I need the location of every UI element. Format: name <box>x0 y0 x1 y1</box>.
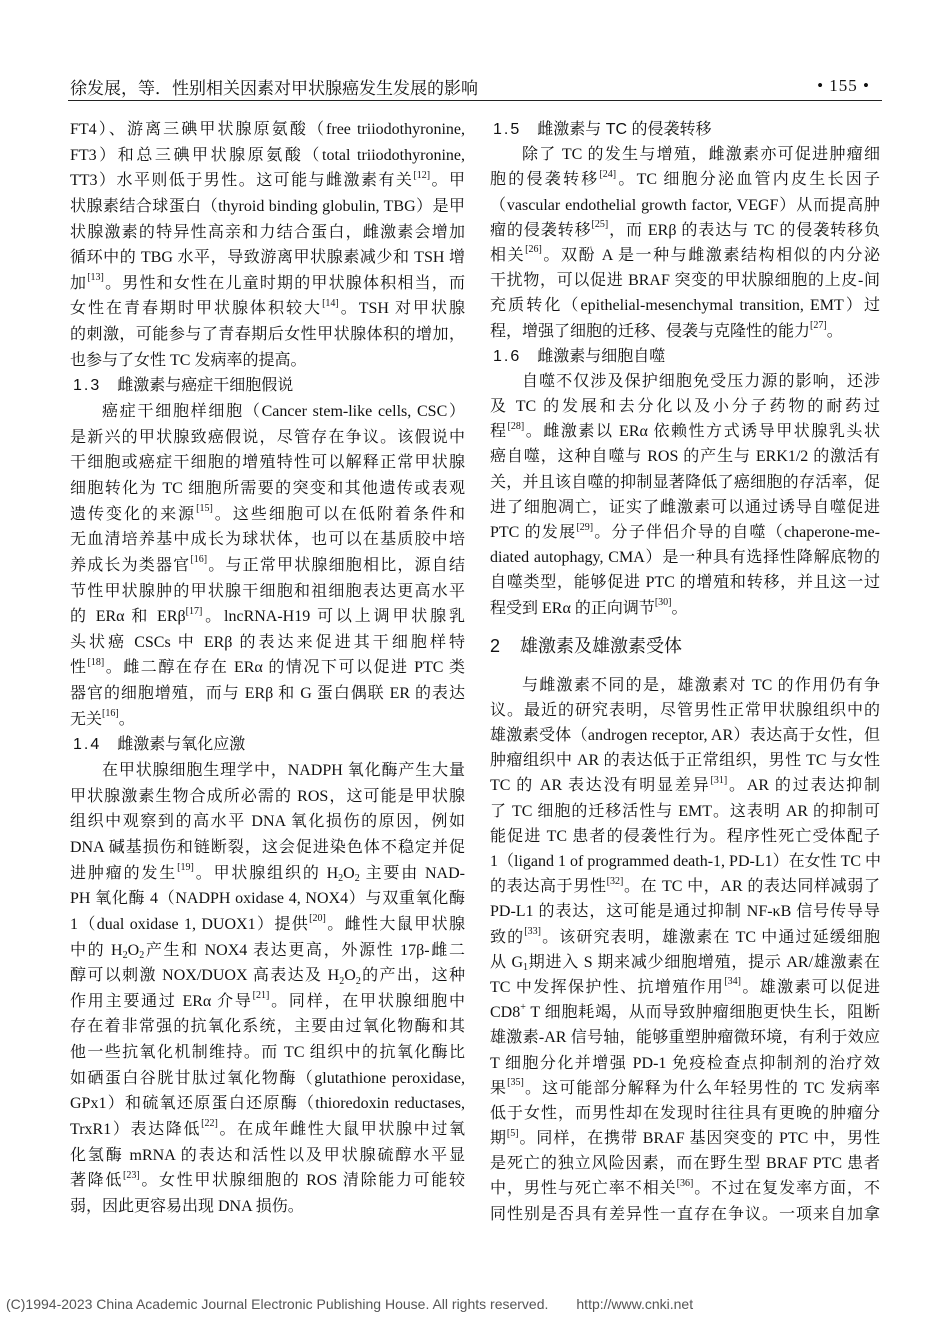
text-run: T 细胞分化并增强 PD-1 免疫检查点抑制剂的治疗效 <box>490 1054 880 1072</box>
citation-superscript: [20] <box>309 913 326 925</box>
text-run: 状腺素结合球蛋白（thyroid binding globulin, TBG）是甲 <box>70 197 465 215</box>
copyright-text: (C)1994-2023 China Academic Journal Electronic Publishing House. All rights reserved. <box>6 1296 549 1312</box>
text-line <box>490 698 880 723</box>
text-line <box>70 143 465 169</box>
text-run: 。lncRNA-H19 可以上调甲状腺乳 <box>202 608 465 626</box>
running-header <box>68 72 882 101</box>
text-run: 加 <box>70 274 88 292</box>
text-line <box>70 1014 465 1040</box>
text-run: 关，并且该自噬的抑制显著降低了癌细胞的存活率，促 <box>490 473 880 491</box>
heading-title: 雌激素与氧化应激 <box>117 736 246 754</box>
text-run: 进了细胞凋亡，证实了雌激素可以通过诱导自噬促进 <box>490 498 880 516</box>
text-line <box>70 1194 465 1220</box>
text-run: 议。最近的研究表明，尽管男性正常甲状腺组织中的 <box>490 701 880 719</box>
text-line <box>490 444 880 469</box>
text-run: 。在 TC 中，AR 的表达同样减弱了 <box>623 878 880 896</box>
text-run: 。同样，在携带 BRAF 基因突变的 PTC 中，男性 <box>518 1130 880 1148</box>
text-run: 果 <box>490 1079 508 1097</box>
heading-title: 雌激素与 TC 的侵袭转移 <box>537 121 712 138</box>
text-run: 干细胞或癌症干细胞的增殖特性可以解释正常甲状腺 <box>70 454 465 472</box>
text-line <box>70 1117 465 1143</box>
copyright-footer <box>6 1296 693 1312</box>
text-line <box>70 912 465 938</box>
text-run: 。同样，在甲状腺细胞中 <box>269 992 465 1010</box>
text-line <box>490 849 880 874</box>
text-run: 。 <box>118 710 135 728</box>
text-line <box>70 1168 465 1194</box>
text-line <box>70 1066 465 1092</box>
text-run: TT3）水平则低于男性。这可能与雌激素有关 <box>70 172 414 190</box>
text-run: 同性别是否具有差异性一直存在争议。一项来自加拿 <box>490 1205 880 1223</box>
heading-number: 1.4 <box>73 736 102 754</box>
text-run: 从 G <box>490 953 524 971</box>
subsection-heading <box>490 117 880 142</box>
text-run: PH 氧化酶 4（NADPH oxidase 4, NOX4）与双重氧化酶 <box>70 890 465 908</box>
text-run: 。甲 <box>430 172 465 190</box>
subscript: 2 <box>122 950 128 961</box>
text-line <box>70 835 465 861</box>
text-run: ，而 ERβ 的表达与 TC 的侵袭转移负 <box>608 221 880 239</box>
citation-superscript: [16] <box>102 708 119 720</box>
text-line <box>70 1040 465 1066</box>
text-run: 状腺激素的特异性高亲和力结合蛋白，雌激素会增加 <box>70 223 465 241</box>
text-line <box>70 784 465 810</box>
text-line <box>70 886 465 912</box>
heading-title: 雌激素与癌症干细胞假说 <box>117 377 294 395</box>
left-column <box>70 117 465 1220</box>
text-line <box>490 167 880 192</box>
text-run: 中，男性与死亡率不相关 <box>490 1180 677 1198</box>
text-line <box>70 476 465 502</box>
text-run: 。雌激素以 ERα 依赖性方式诱导甲状腺乳头状 <box>524 423 880 441</box>
text-run: 也参与了女性 TC 发病率的提高。 <box>70 351 307 369</box>
citation-superscript: [23] <box>123 1169 140 1181</box>
text-run: O <box>127 941 140 959</box>
citation-superscript: [29] <box>576 521 594 533</box>
text-line <box>490 268 880 293</box>
text-run: TC 中发挥保护性、抗增殖作用 <box>490 978 725 996</box>
text-line <box>70 296 465 322</box>
text-run: 的刺激，可能参与了青春期后女性甲状腺体积的增加， <box>70 326 465 344</box>
text-run: 的 ERα 和 ERβ <box>70 608 186 626</box>
text-run: 著降低 <box>70 1172 124 1190</box>
text-run: 。这可能部分解释为什么年轻男性的 TC 发病率 <box>523 1079 880 1097</box>
text-line <box>70 271 465 297</box>
subscript: 2 <box>339 975 345 987</box>
text-run: 癌自噬，这种自噬与 ROS 的产生与 ERK1/2 的激活有 <box>490 448 880 466</box>
text-run: 细胞转化为 TC 细胞所需要的突变和其他遗传或表观 <box>70 479 465 497</box>
text-run: 与雌激素不同的是，雄激素对 TC 的作用仍有争 <box>522 676 880 694</box>
text-run: 节性甲状腺肿的甲状腺干细胞和祖细胞表达更高水平 <box>70 582 465 600</box>
text-line <box>490 1000 880 1025</box>
text-run: 遗传变化的来源 <box>70 505 197 523</box>
text-line <box>70 861 465 887</box>
text-line <box>70 1091 465 1117</box>
text-line <box>70 425 465 451</box>
paragraph <box>70 399 465 732</box>
text-run: 性 <box>70 659 88 677</box>
text-run: 在甲状腺细胞生理学中，NADPH 氧化酶产生大量 <box>102 762 465 780</box>
text-line <box>490 799 880 824</box>
text-line <box>70 502 465 528</box>
text-line <box>490 975 880 1000</box>
text-run: 器官的细胞增殖，而与 ERβ 和 G 蛋白偶联 ER 的表达 <box>70 685 465 703</box>
text-run: 主要由 NAD- <box>359 864 465 882</box>
paragraph <box>490 673 880 1227</box>
citation-superscript: [18] <box>87 656 105 668</box>
text-run: TC 的 AR 表达没有明显差异 <box>490 777 711 795</box>
text-run: PD-L1 的表达，这可能是通过抑制 NF-κB 信号传导导 <box>490 903 880 921</box>
citation-superscript: [32] <box>606 875 624 887</box>
text-line <box>490 673 880 698</box>
text-run: 是新兴的甲状腺致癌假说，尽管存在争议。该假说中 <box>70 428 465 446</box>
citation-superscript: [16] <box>190 554 208 566</box>
text-run: 的表达高于男性 <box>490 878 607 896</box>
citation-superscript: [22] <box>201 1118 218 1130</box>
right-column <box>490 117 880 1227</box>
text-run: 及 TC 的发展和去分化以及小分子药物的耐药过 <box>490 398 880 416</box>
text-run: 循环中的 TBG 水平，导致游离甲状腺素减少和 TSH 增 <box>70 249 465 267</box>
text-run: 程 <box>490 423 508 441</box>
text-line <box>490 293 880 318</box>
text-run: 致的 <box>490 928 525 946</box>
text-line <box>490 369 880 394</box>
text-line <box>490 824 880 849</box>
text-line <box>70 220 465 246</box>
text-run: 是死亡的独立风险因素，而在野生型 BRAF PTC 患者 <box>490 1155 880 1173</box>
subscript: 2 <box>139 950 145 961</box>
text-line <box>490 723 880 748</box>
text-line <box>70 553 465 579</box>
text-run: 。女性甲状腺细胞的 ROS 清除能力可能较 <box>139 1172 465 1190</box>
text-line <box>490 925 880 950</box>
text-run: 无血清培养基中成长为球状体，也可以在基质胶中培 <box>70 531 465 549</box>
text-run: 自噬类型，能够促进 PTC 的增殖和转移，并且这一过 <box>490 574 880 592</box>
text-line <box>490 1176 880 1201</box>
paragraph <box>490 142 880 344</box>
subsection-heading <box>490 344 880 369</box>
text-run: DNA 碱基损伤和链断裂，这会促进染色体不稳定并促 <box>70 838 465 856</box>
text-line <box>70 245 465 271</box>
text-run: 1（ligand 1 of programmed death-1, PD-L1）在女性 TC 中 <box>490 853 882 871</box>
text-line <box>490 1101 880 1126</box>
text-run: 胞的侵袭转移 <box>490 171 600 189</box>
text-line <box>490 596 880 621</box>
text-line <box>70 579 465 605</box>
subscript: 2 <box>354 873 360 885</box>
citation-superscript: [19] <box>177 862 194 874</box>
text-run: 程受到 ERα 的正向调节 <box>490 599 655 617</box>
citation-superscript: [12] <box>413 169 431 181</box>
text-line <box>70 938 465 964</box>
citation-superscript: [33] <box>524 926 541 938</box>
citation-superscript: [14] <box>322 297 339 309</box>
paragraph <box>70 117 465 373</box>
running-title: 徐发展，等．性别相关因素对甲状腺癌发生发展的影响 <box>70 78 478 98</box>
text-run: 。AR 的过表达抑制 <box>727 777 880 795</box>
text-run: 能促进 TC 患者的侵袭性行为。程序性死亡受体配子 <box>490 827 880 845</box>
text-run: FT4）、游离三碘甲状腺原氨酸（free triiodothyronine, <box>70 121 465 138</box>
text-line <box>70 655 465 681</box>
text-line <box>490 1151 880 1176</box>
text-run: 作用主要通过 ERα 介导 <box>70 992 253 1010</box>
text-run: 。雌二醇在存在 ERα 的情况下可以促进 PTC 类 <box>104 659 465 677</box>
text-run: 程，增强了细胞的迁移、侵袭与克隆性的能力 <box>490 322 811 340</box>
text-line <box>70 707 465 733</box>
text-run: 甲状腺激素生物合成所必需的 ROS，这可能是甲状腺 <box>70 787 465 805</box>
text-line <box>490 495 880 520</box>
heading-number: 2 <box>490 636 501 657</box>
text-run: 女性在青春期时甲状腺体积较大 <box>70 300 323 318</box>
text-run: O <box>343 864 355 882</box>
text-run: 的产出，这种 <box>360 967 465 985</box>
text-run: 肿瘤组织中 AR 的表达低于正常组织，男性 TC 与女性 <box>490 752 880 770</box>
text-run: 组织中观察到的高水平 DNA 氧化损伤的原因，例如 <box>70 813 465 831</box>
text-line <box>70 527 465 553</box>
section-heading <box>490 633 880 659</box>
text-line <box>490 142 880 167</box>
citation-superscript: [31] <box>710 774 728 786</box>
text-line <box>70 604 465 630</box>
text-run: 。在成年雌性大鼠甲状腺中过氧 <box>217 1120 465 1138</box>
text-run: 雄激素-AR 信号轴，能够重塑肿瘤微环境，有利于效应 <box>490 1029 880 1047</box>
text-run: 。与正常甲状腺细胞相比，源自结 <box>207 556 465 574</box>
text-line <box>70 322 465 348</box>
citation-superscript: [17] <box>185 605 203 617</box>
paragraph <box>70 758 465 1220</box>
text-line <box>490 1076 880 1101</box>
text-line <box>70 194 465 220</box>
citation-superscript: [24] <box>599 168 617 180</box>
text-run: 。这些细胞可以在低附着条件和 <box>212 505 465 523</box>
text-line <box>490 243 880 268</box>
text-run: 。双酚 A 是一种与雌激素结构相似的内分泌 <box>541 246 880 264</box>
text-line <box>490 1051 880 1076</box>
citation-superscript: [27] <box>810 320 827 331</box>
citation-superscript: [15] <box>196 503 213 515</box>
page-number: • 155 • <box>817 76 870 95</box>
text-line <box>490 470 880 495</box>
text-line <box>490 419 880 444</box>
text-run: 。分子伴侣介导的自噬（chaperone-me- <box>593 524 880 541</box>
text-line <box>70 348 465 374</box>
text-line <box>490 218 880 243</box>
text-run: 期 <box>490 1130 507 1148</box>
text-run: 1（dual oxidase 1, DUOX1）提供 <box>70 915 310 933</box>
text-run: 。雄激素可以促进 <box>740 978 880 996</box>
citation-superscript: [25] <box>591 219 609 231</box>
text-run: 养成长为类器官 <box>70 556 191 574</box>
text-run: （vascular endothelial growth factor, VEGF）从而提高肿 <box>490 196 880 214</box>
text-run: TrxR1）表达降低 <box>70 1120 202 1138</box>
text-line <box>70 809 465 835</box>
citation-superscript: [34] <box>724 976 741 988</box>
text-run: 。不过在复发率方面，不 <box>693 1180 880 1198</box>
text-run: 了 TC 细胞的迁移活性与 EMT。这表明 AR 的抑制可 <box>490 802 880 820</box>
text-line <box>70 1143 465 1169</box>
text-run: 头状癌 CSCs 中 ERβ 的表达来促进其干细胞样特 <box>70 633 465 651</box>
text-run: 进肿瘤的发生 <box>70 864 178 882</box>
footer-url: http://www.cnki.net <box>576 1296 694 1312</box>
citation-superscript: [30] <box>654 597 672 609</box>
text-run: 他一些抗氧化机制维持。而 TC 组织中的抗氧化酶比 <box>70 1044 465 1062</box>
text-run: 癌症干细胞样细胞（Cancer stem-like cells, CSC） <box>102 403 465 421</box>
text-line <box>490 319 880 344</box>
text-run: 。男性和女性在儿童时期的甲状腺体积相当，而 <box>103 274 465 292</box>
text-line <box>490 748 880 773</box>
citation-superscript: [35] <box>507 1077 524 1089</box>
subsection-heading <box>70 732 465 758</box>
text-run: FT3）和总三碘甲状腺原氨酸（total triiodothyronine, <box>70 146 465 164</box>
citation-superscript: [5] <box>506 1127 519 1139</box>
text-run: 干扰物，可以促进 BRAF 突变的甲状腺细胞的上皮-间 <box>490 272 880 290</box>
text-line <box>490 874 880 899</box>
text-run: 。 <box>826 322 843 340</box>
text-run: diated autophagy, CMA）是一种具有选择性降解底物的 <box>490 549 880 567</box>
text-line <box>490 570 880 595</box>
text-line <box>70 168 465 194</box>
text-run: 。雌性大鼠甲状腺 <box>325 915 465 933</box>
citation-superscript: + <box>520 1001 526 1013</box>
text-run: 。 <box>671 599 688 617</box>
text-line <box>490 1025 880 1050</box>
citation-superscript: [13] <box>87 272 104 284</box>
citation-superscript: [26] <box>525 244 542 256</box>
heading-number: 1.3 <box>73 377 102 395</box>
text-run: 。TC 细胞分泌血管内皮生长因子 <box>616 171 880 189</box>
citation-superscript: [28] <box>507 420 525 432</box>
heading-title: 雄激素及雄激素受体 <box>520 636 683 657</box>
text-run: 无关 <box>70 710 103 728</box>
subsection-heading <box>70 373 465 399</box>
text-run: 雄激素受体（androgen receptor, AR）表达高于女性，但 <box>490 727 880 745</box>
text-run: 低于女性，而男性却在发现时往往具有更晚的肿瘤分 <box>490 1104 880 1122</box>
text-run: PTC 的发展 <box>490 524 577 541</box>
text-run: 自噬不仅涉及保护细胞免受压力源的影响，还涉 <box>522 372 880 390</box>
text-line <box>490 1202 880 1227</box>
heading-number: 1.6 <box>493 347 522 365</box>
text-line <box>70 117 465 143</box>
text-line <box>490 950 880 975</box>
text-run: 弱，因此更容易出现 DNA 损伤。 <box>70 1197 304 1215</box>
text-run: 化氢酶 mRNA 的表达和活性以及甲状腺硫醇水平显 <box>70 1146 465 1164</box>
subscript: 2 <box>338 873 344 885</box>
text-line <box>490 193 880 218</box>
text-run: 如硒蛋白谷胱甘肽过氧化物酶（glutathione peroxidase, <box>70 1069 465 1087</box>
text-run: 存在着非常强的抗氧化系统，主要由过氧化物酶和其 <box>70 1018 465 1036</box>
text-run: 产生和 NOX4 表达更高，外源性 17β-雌二 <box>144 941 465 959</box>
citation-superscript: [21] <box>252 990 270 1002</box>
text-run: 期进入 S 期来减少细胞增殖，提示 AR/雄激素在 <box>528 953 880 971</box>
heading-number: 1.5 <box>493 121 522 138</box>
text-run: 瘤的侵袭转移 <box>490 221 592 239</box>
text-line <box>70 989 465 1015</box>
text-line <box>70 630 465 656</box>
text-line <box>490 394 880 419</box>
heading-title: 雌激素与细胞自噬 <box>537 347 666 365</box>
text-run: GPx1）和硫氧还原蛋白还原酶（thioredoxin reductases, <box>70 1095 465 1113</box>
citation-superscript: [36] <box>676 1177 694 1189</box>
text-run: O <box>344 967 356 985</box>
text-run: 相关 <box>490 246 526 264</box>
text-line <box>70 963 465 989</box>
text-run: 。甲状腺组织的 H <box>193 864 339 882</box>
text-run: CD8 <box>490 1004 521 1022</box>
subscript: 2 <box>355 975 361 987</box>
text-line <box>70 681 465 707</box>
text-line <box>70 758 465 784</box>
text-run: 醇可以刺激 NOX/DUOX 高表达及 H <box>70 967 340 985</box>
paragraph <box>490 369 880 621</box>
text-line <box>490 1126 880 1151</box>
text-line <box>70 399 465 425</box>
text-line <box>490 899 880 924</box>
text-run: 。TSH 对甲状腺 <box>338 300 465 318</box>
text-run: 中的 H <box>70 941 123 959</box>
text-run: 除了 TC 的发生与增殖，雌激素亦可促进肿瘤细 <box>522 146 880 164</box>
text-run: T 细胞耗竭，从而导致肿瘤细胞更快生长，阻断 <box>525 1004 880 1022</box>
text-line <box>490 545 880 570</box>
text-line <box>70 450 465 476</box>
subscript: 1 <box>523 962 529 974</box>
text-run: 。该研究表明，雄激素在 TC 中通过延缓细胞 <box>540 928 880 946</box>
text-run: 充质转化（epithelial-mesenchymal transition, EMT）过 <box>490 297 880 315</box>
text-line <box>490 520 880 545</box>
text-line <box>490 773 880 798</box>
